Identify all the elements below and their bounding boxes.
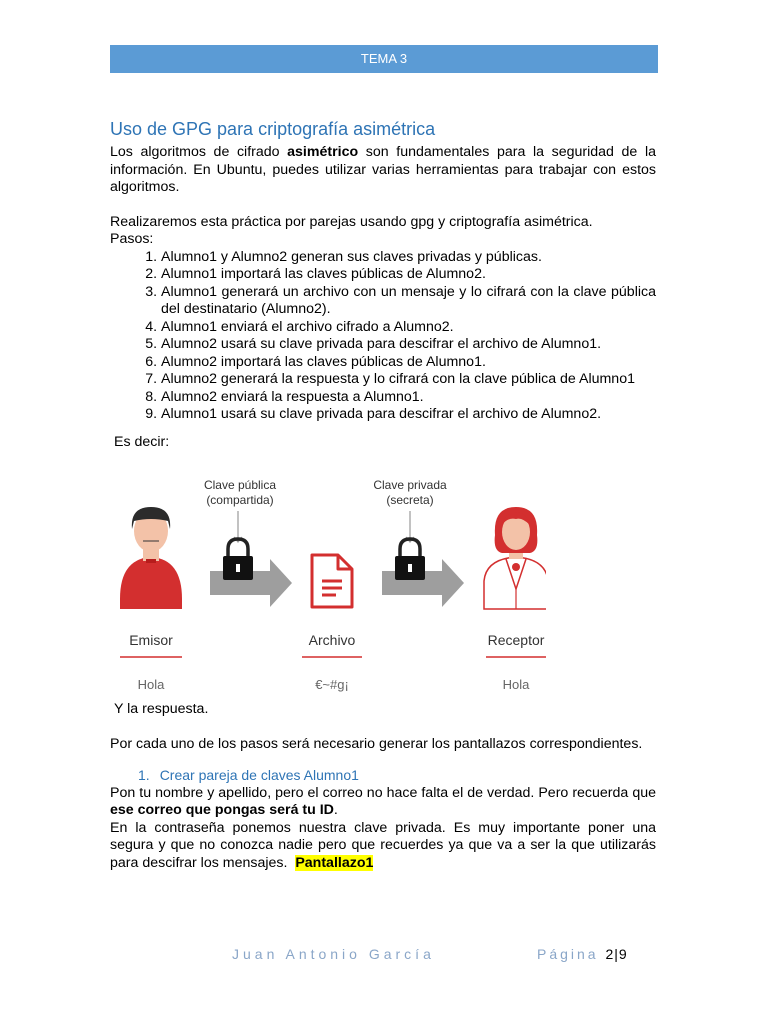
header-title: TEMA 3	[360, 51, 408, 66]
lock-icon	[395, 539, 425, 580]
document-icon	[312, 555, 352, 607]
subsection-title-text: Crear pareja de claves Alumno1	[159, 767, 359, 783]
name-paragraph	[110, 785, 656, 820]
step-item: 1. Alumno1 y Alumno2 generan sus claves privadas y públicas.	[161, 249, 656, 267]
step-item: 3. Alumno1 generará un archivo con un mensaje y lo cifrará con la clave pública del destinatario (Alumno2).	[161, 284, 656, 319]
password-text: En la contraseña ponemos nuestra clave privada. Es muy importante poner una segura y que no conozca nadie pero que recuerdes ya que va a ser la que utilizarás para descifrar los mensajes.	[110, 819, 656, 871]
plain-message-right: Hola	[502, 677, 530, 692]
footer-author: Juan Antonio García	[232, 946, 435, 962]
intro-pre: Los algoritmos de cifrado	[110, 144, 288, 160]
step-item: 7. Alumno2 generará la respuesta y lo cifrará con la clave pública de Alumno1	[161, 371, 656, 389]
screenshot-highlight: Pantallazo1	[295, 854, 374, 871]
plain-message-left: Hola	[137, 677, 165, 692]
footer-page	[537, 946, 628, 962]
footer-page-total: 9	[618, 946, 628, 962]
steps-list	[110, 249, 656, 424]
footer-separator: |	[614, 946, 619, 962]
header-bar	[110, 45, 658, 73]
private-key-label-2: (secreta)	[386, 493, 434, 507]
step-item: 9. Alumno1 usará su clave privada para descifrar el archivo de Alumno2.	[161, 406, 656, 424]
step-item: 5. Alumno2 usará su clave privada para descifrar el archivo de Alumno1.	[161, 336, 656, 354]
name-pre: Pon tu nombre y apellido, pero el correo no hace falta el de verdad. Pero recuerda que	[110, 784, 656, 801]
private-key-label-1: Clave privada	[373, 478, 447, 492]
public-key-label-2: (compartida)	[206, 493, 274, 507]
step-item: 6. Alumno2 importará las claves públicas de Alumno1.	[161, 354, 656, 372]
footer-page-current: 2	[605, 946, 615, 962]
subsection-title	[138, 767, 656, 785]
sender-person-icon	[120, 507, 182, 609]
footer-page-label: Página	[537, 946, 599, 962]
encryption-diagram	[110, 459, 546, 701]
intro-bold: asimétrico	[287, 144, 359, 160]
y-respuesta-text: Y la respuesta.	[114, 701, 209, 717]
es-decir-label: Es decir:	[114, 433, 170, 450]
lock-icon	[223, 539, 253, 580]
sender-label: Emisor	[129, 632, 173, 648]
receiver-person-icon	[484, 507, 546, 609]
document-body	[110, 118, 656, 872]
public-key-label-1: Clave pública	[203, 478, 277, 492]
cipher-text: €~#g¡	[315, 677, 349, 692]
step-item: 2. Alumno1 importará las claves públicas de Alumno2.	[161, 266, 656, 284]
receiver-label: Receptor	[487, 632, 545, 648]
step-item: 8. Alumno2 enviará la respuesta a Alumno1.	[161, 389, 656, 407]
pasos-label: Pasos:	[110, 231, 154, 247]
intro-paragraph	[110, 144, 656, 197]
screenshots-paragraph: Por cada uno de los pasos será necesario generar los pantallazos correspondientes.	[110, 735, 643, 752]
intro-post: son fundamentales para la seguridad de la información. En Ubuntu, puedes utilizar varias herramientas para trabajar con estos algoritmos.	[110, 144, 656, 195]
section-title: Uso de GPG para criptografía asimétrica	[110, 119, 436, 139]
name-post: .	[333, 802, 338, 818]
file-label: Archivo	[308, 632, 356, 648]
practice-paragraph: Realizaremos esta práctica por parejas usando gpg y criptografía asimétrica.	[110, 213, 593, 230]
password-paragraph	[110, 820, 656, 873]
step-item: 4. Alumno1 enviará el archivo cifrado a Alumno2.	[161, 319, 656, 337]
subsection-number: 1.	[138, 767, 150, 783]
page-footer	[232, 946, 642, 962]
name-bold: ese correo que pongas será tu ID	[110, 802, 334, 818]
